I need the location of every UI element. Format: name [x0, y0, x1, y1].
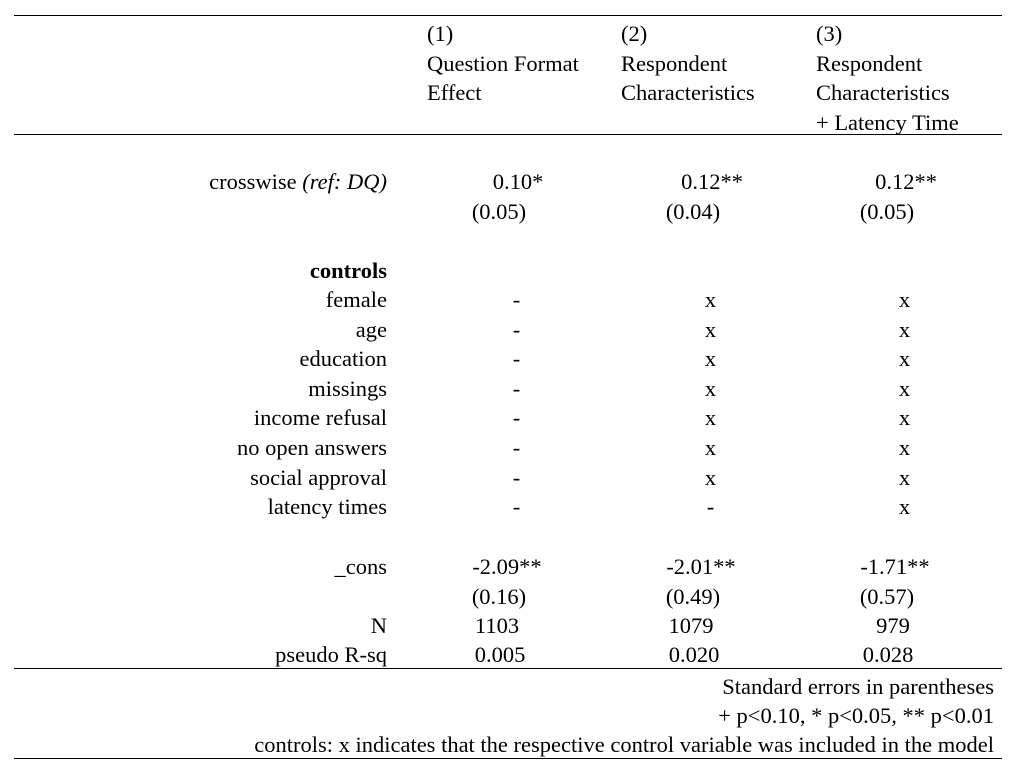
column-title-line: Question Format [427, 50, 579, 76]
column-title-line: + Latency Time [816, 109, 959, 135]
column-number: (1) [427, 21, 454, 46]
control-row-label: missings [308, 375, 387, 401]
table-top-rule [14, 15, 1002, 16]
column-title-line: Characteristics [816, 80, 950, 105]
column-title-line: Respondent [816, 50, 923, 76]
crosswise-std-error: (0.05) [471, 198, 527, 224]
control-indicator: - [512, 435, 521, 460]
pseudo-r2-value: 0.020 [668, 642, 720, 667]
control-indicator: x [704, 316, 717, 342]
constant-coefficient: -1.71** [860, 554, 930, 579]
table-note-controls: controls: x indicates that the respective control variable was included in the model [254, 732, 994, 757]
control-indicator: x [704, 405, 717, 431]
pseudo-r2-value: 0.005 [474, 642, 526, 667]
control-indicator: x [898, 375, 911, 401]
crosswise-coefficient: 0.12** [681, 169, 743, 194]
control-indicator: x [704, 435, 717, 460]
crosswise-std-error: (0.05) [859, 198, 915, 224]
control-row-label: latency times [267, 494, 387, 520]
control-indicator: x [898, 435, 911, 460]
constant-coefficient: -2.01** [666, 554, 736, 579]
constant-std-error: (0.57) [859, 583, 915, 609]
constant-std-error: (0.49) [665, 583, 721, 609]
observations-count: 1079 [668, 613, 714, 638]
control-indicator: - [512, 405, 521, 431]
control-indicator: - [706, 494, 715, 520]
control-indicator: x [704, 464, 717, 490]
column-header-2 [621, 19, 755, 108]
constant-coefficient: -2.09** [472, 554, 542, 579]
control-indicator: x [898, 464, 911, 490]
table-note-standard-errors: Standard errors in parentheses [722, 674, 994, 699]
control-indicator: - [512, 375, 521, 401]
row-label-constant: _cons [334, 554, 387, 579]
control-indicator: - [512, 464, 521, 490]
control-row-label: female [325, 287, 387, 312]
pseudo-r2-value: 0.028 [862, 642, 914, 667]
control-indicator: - [512, 494, 521, 520]
table-note-significance: + p<0.10, * p<0.05, ** p<0.01 [718, 703, 994, 728]
control-indicator: x [704, 287, 717, 312]
control-indicator: x [898, 287, 911, 312]
column-title-line: Respondent [621, 50, 728, 76]
column-title-line: Characteristics [621, 80, 755, 105]
control-indicator: x [898, 316, 911, 342]
control-row-label: education [299, 346, 387, 372]
observations-count: 1103 [474, 613, 520, 638]
control-indicator: x [898, 346, 911, 372]
column-header-1 [427, 19, 579, 108]
constant-std-error: (0.16) [471, 583, 527, 609]
crosswise-reference: (ref: DQ) [302, 169, 387, 194]
control-row-label: social approval [250, 464, 387, 490]
observations-count: 979 [876, 613, 910, 638]
crosswise-std-error: (0.04) [665, 198, 721, 224]
control-row-label: income refusal [253, 405, 387, 431]
crosswise-coefficient: 0.10* [492, 169, 544, 194]
column-number: (3) [816, 21, 843, 46]
control-row-label: age [355, 316, 387, 342]
control-indicator: x [898, 405, 911, 431]
column-title-line: Effect [427, 80, 482, 105]
control-row-label: no open answers [237, 435, 387, 460]
control-indicator: x [704, 346, 717, 372]
column-number: (2) [621, 21, 648, 46]
controls-heading: controls [309, 258, 387, 283]
column-header-3 [816, 19, 959, 137]
control-indicator: - [512, 346, 521, 372]
row-label-pseudo-r2: pseudo R-sq [275, 642, 387, 667]
control-indicator: - [512, 316, 521, 342]
control-indicator: x [704, 375, 717, 401]
crosswise-label: crosswise [209, 169, 303, 194]
row-label-n: N [370, 613, 387, 638]
control-indicator: x [898, 494, 911, 520]
row-label-crosswise [209, 167, 387, 197]
control-indicator: - [512, 287, 521, 312]
crosswise-coefficient: 0.12** [875, 169, 937, 194]
